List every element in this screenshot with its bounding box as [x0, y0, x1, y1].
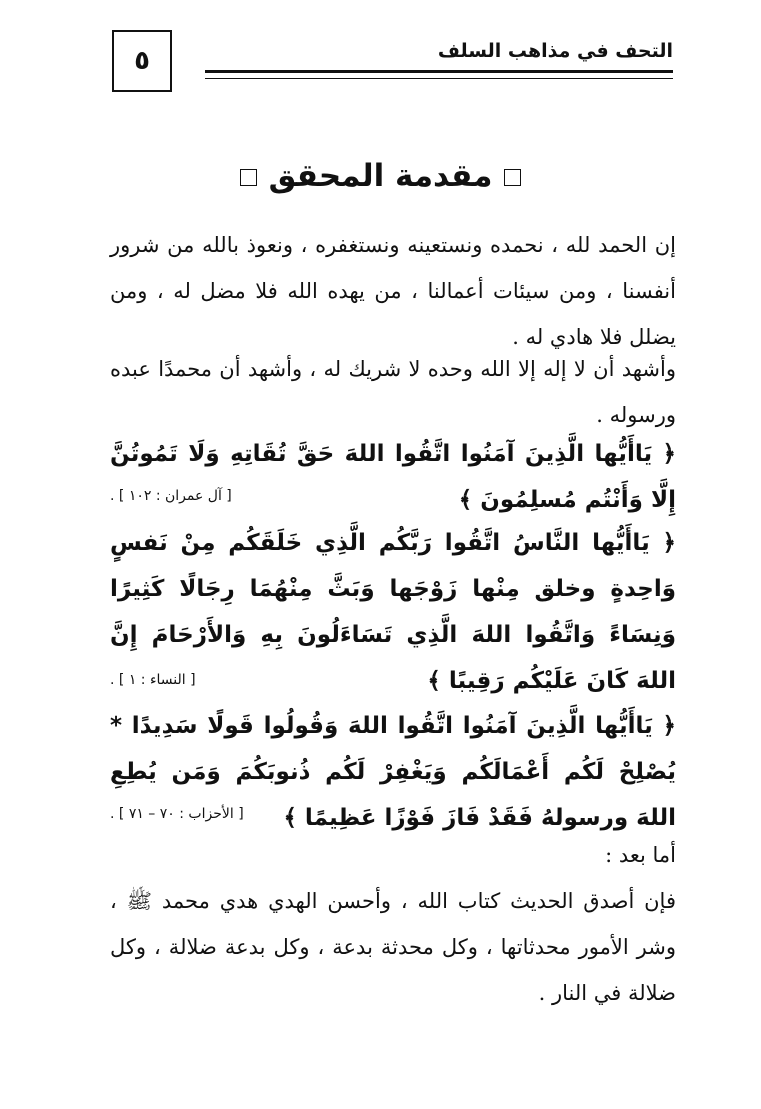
header-rule-thick [205, 70, 673, 73]
paragraph-hadith: فإن أصدق الحديث كتاب الله ، وأحسن الهدي هدي محمد ﷺ ، وشر الأمور محدثاتها ، وكل محدثة بدعة ، وكل بدعة ضلالة ، وكل ضلالة في النار . [110, 889, 676, 1005]
amma-bad-label: أما بعد : [605, 843, 676, 867]
paragraph-shahada: وأشهد أن لا إله إلا الله وحده لا شريك له ، وأشهد أن محمدًا عبده ورسوله . [110, 357, 676, 427]
section-heading [0, 158, 761, 194]
verse-ref-an-nisa: [ النساء : ١ ] . [110, 672, 196, 688]
page-number: ٥ [112, 30, 172, 92]
verse-an-nisa: ﴿ يَاأَيُّها النَّاسُ اتَّقُوا رَبَّكُم الَّذِي خَلَقَكُم مِنْ نَفسٍ وَاحِدةٍ وخلق مِنْها زَوْجَها وَبَثَّ مِنْهُمَا رِجَالًا كَثِيرًا وَنِسَاءً وَاتَّقُوا اللهَ الَّذِي تَسَاءَلُونَ بِهِ وَالأَرْحَامَ إِنَّ اللهَ كَانَ عَلَيْكُم رَقِيبًا ﴾ [110, 530, 676, 694]
header-rule-thin [205, 78, 673, 79]
heading-title: مقدمة المحقق [268, 158, 493, 194]
heading-box-left-icon [240, 169, 257, 186]
verse-al-imran: ﴿ يَاأَيُّها الَّذِينَ آمَنُوا اتَّقُوا اللهَ حَقَّ تُقَاتِهِ وَلَا تَمُوتُنَّ إِلَّا وَأَنْتُم مُسلِمُونَ ﴾ [110, 441, 676, 513]
verse-al-ahzab: ﴿ يَاأَيُّها الَّذِينَ آمَنُوا اتَّقُوا اللهَ وَقُولُوا قَولًا سَدِيدًا * يُصْلِحْ لَكُم أَعْمَالَكُم وَيَغْفِرْ لَكُم ذُنوبَكُمَ وَمَن يُطِعِ اللهَ ورسولهُ فَقَدْ فَازَ فَوْزًا عَظِيمًا ﴾ [110, 713, 676, 831]
verse-ref-al-imran: [ آل عمران : ١٠٢ ] . [110, 488, 232, 504]
heading-box-right-icon [504, 169, 521, 186]
running-title: التحف في مذاهب السلف [437, 40, 673, 62]
paragraph-hamd: إن الحمد لله ، نحمده ونستعينه ونستغفره ، ونعوذ بالله من شرور أنفسنا ، ومن سيئات أعمالنا ، من يهده الله فلا مضل له ، ومن يضلل فلا هادي له . [110, 233, 676, 349]
verse-ref-al-ahzab: [ الأحزاب : ٧٠ – ٧١ ] . [110, 806, 244, 822]
